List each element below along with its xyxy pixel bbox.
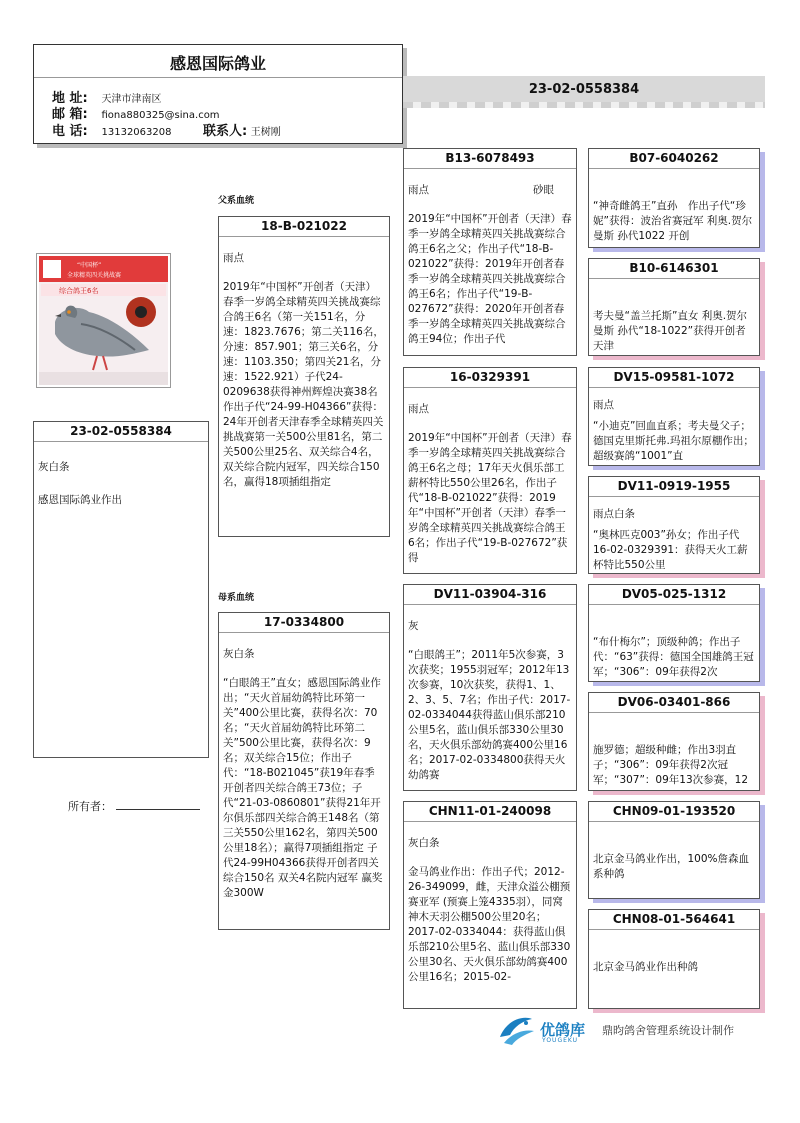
ggp-4-ring: DV11-0919-1955 <box>589 477 759 497</box>
breeder-name: 感恩国际鸽业 <box>169 54 266 73</box>
owner-label: 所有者： <box>68 800 112 813</box>
ggp-6-color <box>593 723 755 737</box>
address-label: 地 址: <box>52 91 88 106</box>
ggp-7-color <box>593 832 755 846</box>
ggp-2-text: 考夫曼“盖兰托斯”直女 利奥.贺尔曼斯 孙代“18-1022”获得开创者天津 <box>593 310 748 352</box>
gp-ss-eye: 砂眼 <box>533 184 554 196</box>
ggp-card-2[interactable] <box>588 258 760 356</box>
phone-row <box>52 120 281 139</box>
ggp-6-text: 施罗德；超级种雌；作出3羽直子；“306”：09年获得2次冠军；“307”：09年13次参赛，12 <box>593 744 749 786</box>
granddam-maternal-card[interactable] <box>403 801 577 1009</box>
ggp-8-text: 北京金马鸽业作出种鸽 <box>593 961 698 973</box>
gp-sd-color: 雨点 <box>408 403 429 415</box>
grandsire-maternal-card[interactable] <box>403 584 577 791</box>
photo-banner-text: “中国杯” <box>77 262 102 269</box>
contact-label: 联系人: <box>203 124 248 139</box>
sire-color: 雨点 <box>223 252 244 264</box>
gp-ss-color-row <box>408 183 572 198</box>
header-divider <box>34 77 402 78</box>
gp-ds-ring: DV11-03904-316 <box>404 585 576 605</box>
ggp-5-text: “布什梅尔”；顶级种鸽；作出子代：“63”获得：德国全国雄鸽王冠军；“306”：09年获得2次 <box>593 636 754 678</box>
address-value: 天津市津南区 <box>101 94 162 105</box>
pigeon-photo <box>36 253 171 388</box>
subject-band-ring: 23-02-0558384 <box>528 82 640 97</box>
gp-sd-ring: 16-0329391 <box>404 368 576 388</box>
gp-ss-color: 雨点 <box>408 184 429 196</box>
ggp-card-5[interactable] <box>588 584 760 682</box>
photo-event-text: 全球精英四关挑战赛 <box>67 272 122 279</box>
gp-dd-color: 灰白条 <box>408 837 440 849</box>
ggp-card-8[interactable] <box>588 909 760 1009</box>
ggp-card-4[interactable] <box>588 476 760 574</box>
footer-brand-en: YOUGEKU <box>542 1037 579 1044</box>
ggp-3-text: “小迪克”回血直系；考夫曼父子；德国克里斯托弗.玛祖尔原棚作出；超级赛鸽“1001”直 <box>593 420 754 462</box>
dam-color: 灰白条 <box>223 648 255 660</box>
ggp-8-ring: CHN08-01-564641 <box>589 910 759 930</box>
phone-label: 电 话: <box>52 124 88 139</box>
gp-dd-text: 金马鸽业作出：作出子代；2012-26-349099，雌，天津众溢公棚预赛亚军 (预赛上笼4335羽），同窝神木天羽公棚500公里20名；2017-02-0334044：获得蓝山俱乐部210公里5名、蓝山俱乐部330公里30名、天火俱乐部幼鸽赛400公里16名；2015-02- <box>408 866 571 983</box>
photo-sub-text: 综合鸽王6名 <box>59 287 99 295</box>
footer-credit <box>496 1013 766 1047</box>
phone-value: 13132063208 <box>101 127 172 138</box>
sire-ring: 18-B-021022 <box>219 217 389 237</box>
gp-ss-ring: B13-6078493 <box>404 149 576 169</box>
ggp-8-color <box>593 940 755 954</box>
dam-text: “白眼鸽王”直女；感恩国际鸽业作出；“天火首届幼鸽特比环第一关”400公里比赛，获得名次：70名；“天火首届幼鸽特比环第二关”500公里比赛，获得名次：9名；双关综合15位；作出子代：“18-B021045”获19年春季开创者四关综合鸽王73位；子代“21-03-0860801”获得21年开尔俱乐部四关综合鸽王148名（第三关550公里162名，第四关500公里18名）；赢得7项插组指定 子代24-99H04366获得开创者四关综合150名 双关4名院内冠军 赢奖金300W <box>223 677 383 899</box>
band-decoration <box>403 102 765 108</box>
ggp-1-color <box>593 179 755 193</box>
ggp-card-6[interactable] <box>588 692 760 791</box>
ggp-5-color <box>593 615 755 629</box>
footer-brand: 优鸽库 <box>540 1021 586 1039</box>
subject-color: 灰白条 <box>38 461 70 473</box>
sire-card[interactable] <box>218 216 390 537</box>
subject-note: 感恩国际鸽业作出 <box>38 494 122 506</box>
footer-description: 鼎昀鸽舍管理系统设计制作 <box>602 1024 734 1037</box>
ggp-card-1[interactable] <box>588 148 760 248</box>
ggp-7-ring: CHN09-01-193520 <box>589 802 759 822</box>
ggp-7-text: 北京金马鸽业作出，100%詹森血系种鸽 <box>593 853 750 880</box>
owner-line <box>116 799 200 810</box>
subject-band <box>403 76 765 106</box>
gp-dd-ring: CHN11-01-240098 <box>404 802 576 822</box>
ggp-4-color: 雨点白条 <box>593 508 635 520</box>
ggp-3-color: 雨点 <box>593 399 614 411</box>
ggp-card-7[interactable] <box>588 801 760 899</box>
contact-value: 王树刚 <box>250 127 281 138</box>
pigeon-photo-image <box>37 254 170 387</box>
ggp-5-ring: DV05-025-1312 <box>589 585 759 605</box>
ggp-card-3[interactable] <box>588 367 760 466</box>
email-label: 邮 箱: <box>52 107 88 122</box>
email-value[interactable]: fiona880325@sina.com <box>101 110 220 121</box>
grandsire-paternal-card[interactable] <box>403 148 577 356</box>
dam-line-label: 母系血统 <box>218 593 255 603</box>
ggp-3-ring: DV15-09581-1072 <box>589 368 759 388</box>
gp-ds-color: 灰 <box>408 620 419 632</box>
breeder-header <box>33 44 403 144</box>
gp-ss-text: 2019年“中国杯”开创者（天津）春季一岁鸽全球精英四关挑战赛综合鸽王6名之父；作出子代“18-B-021022”获得：2019年开创者春季一岁鸽全球精英四关挑战赛综合鸽王6名；作出子代“19-B-027672”获得：2020年开创者春季一岁鸽全球精英四关挑战赛综合鸽王94位；作出子代 <box>408 213 572 345</box>
subject-card[interactable] <box>33 421 209 758</box>
brand-logo-icon <box>496 1013 536 1047</box>
gp-sd-text: 2019年“中国杯”开创者（天津）春季一岁鸽全球精英四关挑战赛综合鸽王6名之母；17年天火俱乐部工薪杯特比550公里26名，作出子代“18-B-021022”获得：2019年“中国杯”开创者（天津）春季一岁鸽全球精英四关挑战赛综合鸽王6名；作出子代“19-B-027672”获得 <box>408 432 572 564</box>
ggp-2-ring: B10-6146301 <box>589 259 759 279</box>
gp-ds-text: “白眼鸽王”；2011年5次参赛，3次获奖；1955羽冠军；2012年13次参赛，10次获奖，获得1、1、2、3、5、7名；作出子代：2017-02-0334044获得蓝山俱乐部210公里5名，蓝山俱乐部330公里30名，天火俱乐部幼鸽赛400公里16名；2017-02-0334800获得天火幼鸽赛 <box>408 649 571 781</box>
sire-text: 2019年“中国杯”开创者（天津）春季一岁鸽全球精英四关挑战赛综合鸽王6名（第一关151名，分速：1823.7676；第二关116名，分速：857.901；第三关6名，分速：1103.350；第四关21名，分速：1522.921）子代24-0209638获得神州辉煌决赛38名作出子代“24-99-H04366”获得：24年开创者天津春季全球精英四关挑战赛第一关500公里81名，第二关500公里25名、双关综合4名，双关综合院内冠军，四关综合150名，赢得18项插组指定 <box>223 281 384 488</box>
ggp-6-ring: DV06-03401-866 <box>589 693 759 713</box>
sire-line-label: 父系血统 <box>218 196 255 206</box>
dam-ring: 17-0334800 <box>219 613 389 633</box>
ggp-4-text: “奥林匹克003”孙女；作出子代16-02-0329391：获得天火工薪杯特比550公里 <box>593 529 748 571</box>
subject-ring: 23-02-0558384 <box>34 422 208 442</box>
ggp-1-text: “神奇雌鸽王”直孙 作出子代“珍妮”获得：波治省赛冠军 利奥.贺尔曼斯 孙代1022 开创 <box>593 200 753 242</box>
dam-card[interactable] <box>218 612 390 930</box>
ggp-2-color <box>593 289 755 303</box>
ggp-1-ring: B07-6040262 <box>589 149 759 169</box>
owner-field <box>68 798 200 814</box>
granddam-paternal-card[interactable] <box>403 367 577 574</box>
